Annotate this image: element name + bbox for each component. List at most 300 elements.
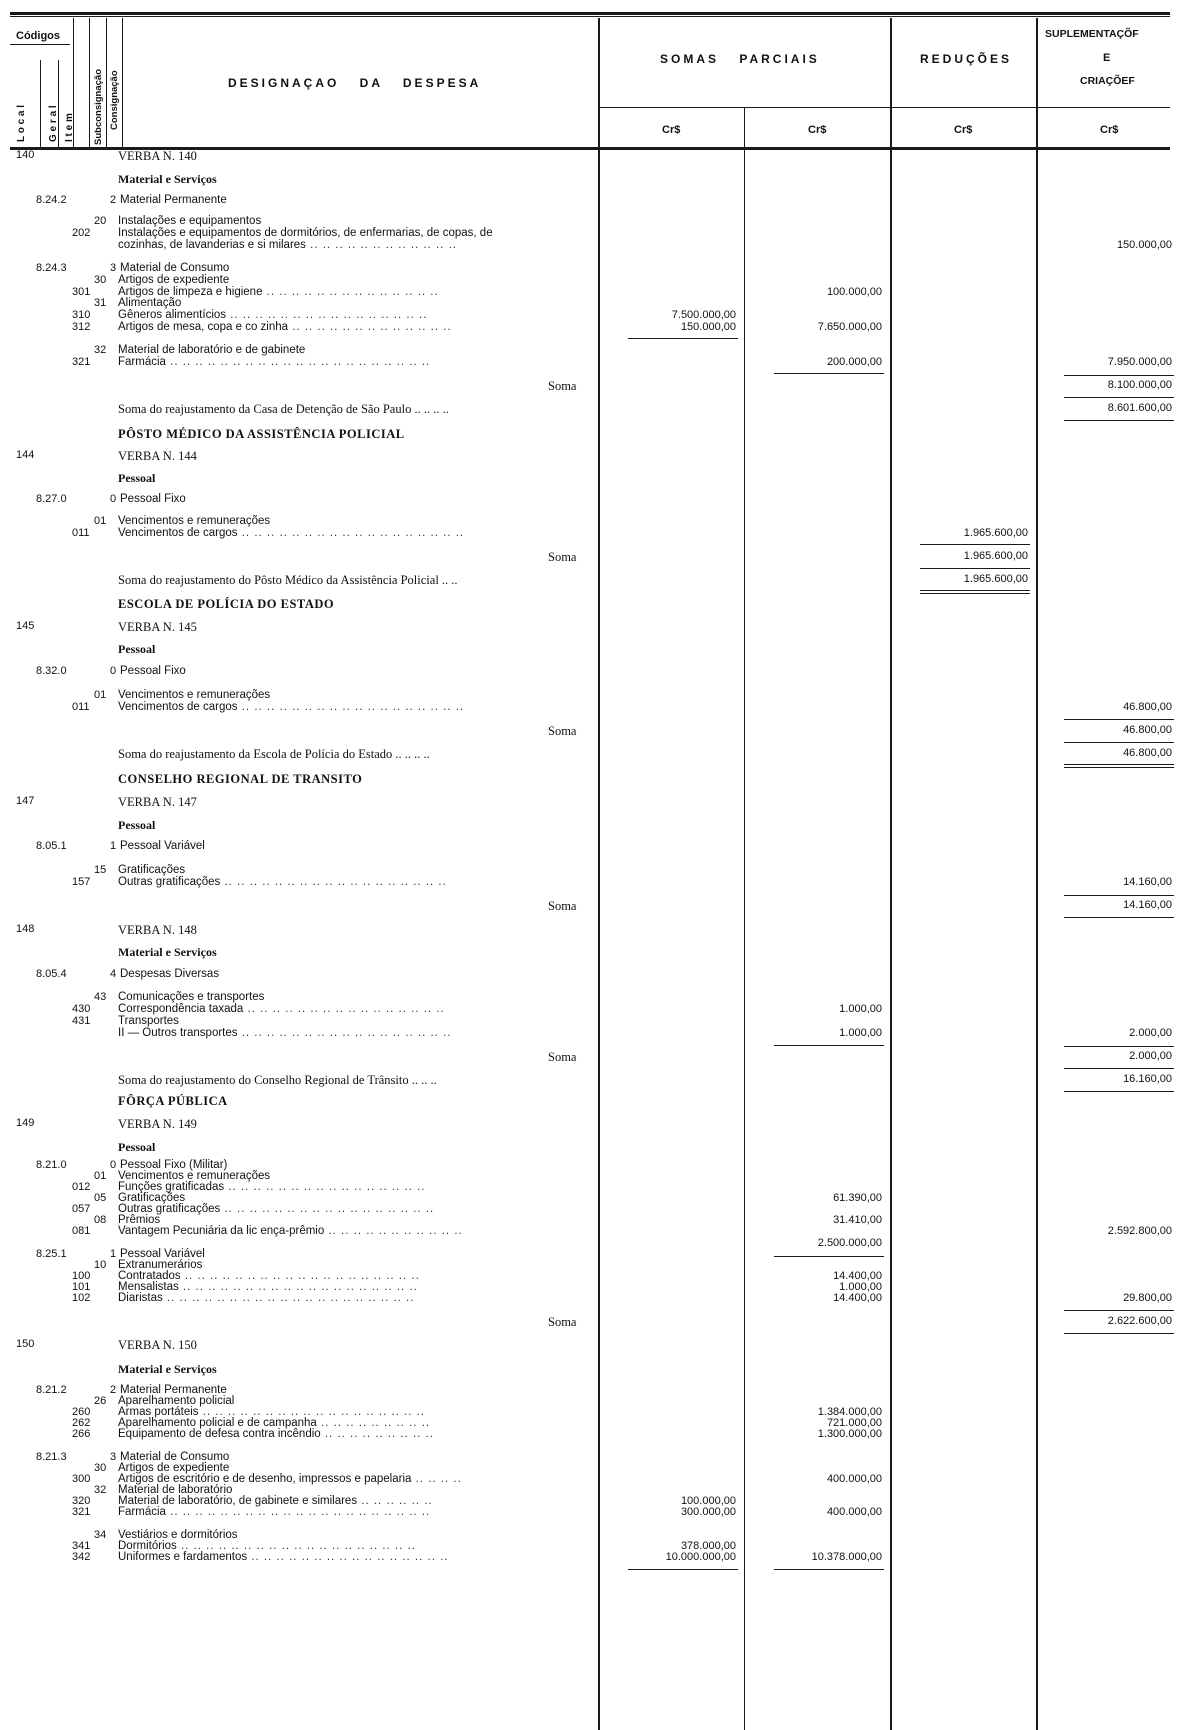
description-text: Pessoal Variável [120, 1248, 205, 1260]
leader-dots: .. .. .. .. [411, 1473, 462, 1485]
section-heading [118, 597, 334, 612]
local-code: 148 [16, 923, 35, 935]
subconsignacao-code: 05 [94, 1192, 107, 1204]
item-code: 4 [110, 968, 117, 980]
leader-dots: .. .. .. .. [411, 402, 449, 416]
consignacao-code: 310 [72, 309, 91, 321]
total-rule-sup [1064, 764, 1174, 765]
description-text: Soma do reajustamento do Conselho Regional de Trânsito [118, 1073, 409, 1087]
currency-somas-1: Cr$ [662, 124, 681, 136]
subconsignacao-code: 26 [94, 1395, 107, 1407]
total-rule-sup [1064, 719, 1174, 720]
leader-dots: .. .. .. .. .. .. .. .. .. .. .. .. .. .. .. .. .. .. [237, 701, 465, 713]
consignacao-code: 431 [72, 1015, 91, 1027]
group-heading [118, 471, 155, 486]
description-text: VERBA N. 150 [118, 1338, 197, 1352]
description-text: Vencimentos e remunerações [118, 1170, 271, 1182]
local-code: 145 [16, 620, 35, 632]
suplementacoes-header-2: E [1103, 52, 1111, 64]
description-text: Material e Serviços [118, 172, 217, 186]
line-description [120, 262, 229, 274]
group-heading [118, 642, 155, 657]
line-description [120, 665, 186, 677]
amount-sup: 14.160,00 [1123, 876, 1172, 888]
item-label: I t e m [64, 113, 75, 142]
amount-sp1: 7.500.000,00 [671, 309, 736, 321]
total-rule-sup [1064, 1333, 1174, 1334]
amount-sp2: 61.390,00 [833, 1192, 882, 1204]
leader-dots: .. .. .. .. .. .. .. .. .. .. .. .. .. .. .. .. .. .. [220, 876, 447, 888]
leader-dots: .. .. .. [408, 1073, 437, 1087]
description-text: Despesas Diversas [120, 968, 220, 980]
currency-somas-2: Cr$ [808, 124, 827, 136]
description-text: Armas portáteis [118, 1406, 199, 1418]
line-description [118, 689, 270, 701]
description-text: Artigos de expediente [118, 274, 230, 286]
subconsignacao-code: 34 [94, 1529, 107, 1541]
amount-sp2: 7.650.000,00 [817, 321, 882, 333]
amount-sup: 150.000,00 [1116, 239, 1172, 251]
consignacao-code: 321 [72, 1506, 91, 1518]
local-code: 150 [16, 1338, 35, 1350]
amount-sup: 8.100.000,00 [1107, 379, 1172, 391]
subconsignacao-code: 10 [94, 1259, 107, 1271]
reajustamento-total-label [118, 1073, 437, 1088]
amount-sup: 16.160,00 [1123, 1073, 1172, 1085]
amount-sup: 46.800,00 [1123, 724, 1172, 736]
description-text: Funções gratificadas [118, 1181, 225, 1193]
verba-heading [118, 149, 197, 164]
consignacao-code: 011 [72, 527, 90, 539]
description-text: Vestiários e dormitórios [118, 1529, 238, 1541]
leader-dots: .. .. .. .. .. .. .. .. .. [320, 1428, 434, 1440]
line-description [118, 227, 493, 239]
description-text: Pessoal [118, 818, 156, 832]
amount-sup: 46.800,00 [1123, 701, 1172, 713]
reajustamento-total-label [118, 402, 449, 417]
total-rule-red [920, 544, 1030, 545]
subconsignacao-code: 32 [94, 1484, 107, 1496]
consignacao-code: 301 [72, 286, 91, 298]
consignacao-code: 321 [72, 356, 91, 368]
subconsignacao-code: 32 [94, 344, 107, 356]
subconsignacao-code: 01 [94, 1170, 107, 1182]
description-text: Comunicações e transportes [118, 991, 265, 1003]
description-text: Soma do reajustamento da Escola de Polícia do Estado [118, 747, 393, 761]
line-description [118, 527, 464, 539]
leader-dots: .. .. .. .. .. .. .. .. .. [316, 1417, 431, 1429]
amount-sp2: 10.378.000,00 [811, 1551, 882, 1563]
top-rule-inner [10, 16, 1170, 17]
item-code: 0 [110, 665, 117, 677]
subconsignacao-code: 20 [94, 215, 107, 227]
amount-sp2: 100.000,00 [826, 286, 882, 298]
total-rule-sp1 [628, 1569, 738, 1570]
amount-sp1: 378.000,00 [680, 1540, 736, 1552]
group-heading [118, 818, 155, 833]
geral-code: 8.25.1 [36, 1248, 67, 1260]
hdr-vline-3 [106, 18, 107, 148]
consignacao-code: 057 [72, 1203, 91, 1215]
verba-heading [118, 1338, 197, 1353]
description-text: Transportes [118, 1015, 179, 1027]
currency-reducoes: Cr$ [954, 124, 973, 136]
reducoes-header: REDUÇÕES [920, 52, 1013, 66]
description-text: Pessoal [118, 471, 156, 485]
line-description [118, 356, 430, 368]
amount-sup: 14.160,00 [1123, 899, 1172, 911]
currency-suplementacoes: Cr$ [1100, 124, 1119, 136]
description-text: Vencimentos e remunerações [118, 515, 271, 527]
col-sep-suplementacoes [1036, 18, 1038, 1730]
description-text: Pessoal [118, 1140, 156, 1154]
description-text: Instalações e equipamentos [118, 215, 262, 227]
total-rule-sp1 [628, 338, 738, 339]
leader-dots: .. .. .. .. .. .. .. .. .. .. .. .. .. .. .. .. .. .. .. .. [162, 1292, 415, 1304]
amount-red: 1.965.600,00 [963, 550, 1028, 562]
geral-code: 8.24.3 [36, 262, 67, 274]
top-rule [10, 12, 1170, 15]
line-description [118, 321, 452, 333]
description-text: Mensalistas [118, 1281, 179, 1293]
subconsignacao-code: 43 [94, 991, 107, 1003]
total-rule-red [920, 593, 1030, 594]
line-description [118, 991, 264, 1003]
leader-dots: .. .. .. .. .. .. .. .. .. .. .. .. .. .. .. .. [226, 309, 428, 321]
item-code: 0 [110, 1159, 117, 1171]
soma-label: Soma [548, 899, 577, 913]
consignacao-code: 202 [72, 227, 91, 239]
description-text: Vantagem Pecuniária da lic ença-prêmio [118, 1225, 325, 1237]
amount-red: 1.965.600,00 [963, 573, 1028, 585]
leader-dots: .. .. .. .. .. .. .. .. .. .. .. .. .. .. [262, 286, 439, 298]
line-description [118, 297, 181, 309]
leader-dots: .. .. .. .. .. .. .. .. .. .. .. .. .. .. .. .. .. .. [198, 1406, 426, 1418]
consignacao-code: 157 [72, 876, 91, 888]
group-heading [118, 172, 217, 187]
section-heading [118, 427, 405, 442]
local-code: 147 [16, 795, 35, 807]
verba-heading [118, 795, 197, 810]
item-code: 3 [110, 262, 117, 274]
amount-sp1: 150.000,00 [680, 321, 736, 333]
description-text: CONSELHO REGIONAL DE TRANSITO [118, 772, 363, 786]
consignacao-label: Consignação [109, 70, 120, 130]
description-text: Alimentação [118, 297, 182, 309]
amount-sp2: 31.410,00 [833, 1214, 882, 1226]
subconsignacao-code: 15 [94, 864, 107, 876]
leader-dots: .. .. [438, 573, 458, 587]
description-text: Aparelhamento policial e de campanha [118, 1417, 317, 1429]
soma-label: Soma [548, 550, 577, 564]
item-code: 0 [110, 493, 117, 505]
amount-sup: 2.592.800,00 [1107, 1225, 1172, 1237]
leader-dots: .. .. .. .. .. .. .. .. .. .. .. .. .. .. .. .. .. [220, 1203, 435, 1215]
leader-dots: .. .. .. .. .. .. [357, 1495, 433, 1507]
description-text: Material de laboratório [118, 1484, 233, 1496]
description-text: Material e Serviços [118, 1362, 217, 1376]
consignacao-code: 100 [72, 1270, 91, 1282]
description-text: Farmácia [118, 1506, 166, 1518]
hdr-vline-4 [122, 18, 123, 148]
description-text: Material de laboratório e de gabinete [118, 344, 306, 356]
codigos-label: Códigos [16, 30, 60, 42]
local-code: 149 [16, 1117, 35, 1129]
line-description [118, 1225, 463, 1237]
geral-code: 8.27.0 [36, 493, 67, 505]
geral-code: 8.21.3 [36, 1451, 67, 1463]
description-text: Pessoal [118, 642, 156, 656]
description-text: Soma do reajustamento da Casa de Detenção de São Paulo [118, 402, 412, 416]
leader-dots: .. .. .. .. .. .. .. .. .. .. .. .. .. .. .. .. .. [237, 1027, 452, 1039]
geral-code: 8.21.2 [36, 1384, 67, 1396]
line-description [120, 194, 227, 206]
amount-sp2: 1.000,00 [839, 1027, 882, 1039]
line-description [118, 1003, 445, 1015]
line-description [118, 1027, 451, 1039]
total-rule-red [920, 590, 1030, 591]
description-text: Material e Serviços [118, 945, 217, 959]
line-description [118, 701, 464, 713]
line-description [118, 344, 305, 356]
total-rule-red [920, 568, 1030, 569]
amount-sp2: 400.000,00 [826, 1506, 882, 1518]
description-text: II — Outros transportes [118, 1027, 238, 1039]
total-rule-sp2 [774, 1569, 884, 1570]
total-rule-sup [1064, 1310, 1174, 1311]
hdr-vline-2 [89, 18, 90, 148]
amount-sp2: 1.000,00 [839, 1281, 882, 1293]
group-heading [118, 945, 217, 960]
consignacao-code: 312 [72, 321, 91, 333]
amount-red: 1.965.600,00 [963, 527, 1028, 539]
amount-sup: 2.000,00 [1129, 1027, 1172, 1039]
total-rule-sup [1064, 767, 1174, 768]
amount-sp2: 721.000,00 [826, 1417, 882, 1429]
description-text: Pessoal Fixo [120, 493, 186, 505]
line-description [120, 968, 219, 980]
subconsignacao-code: 01 [94, 689, 107, 701]
group-heading [118, 1140, 155, 1155]
line-description [120, 493, 186, 505]
amount-sp2: 400.000,00 [826, 1473, 882, 1485]
soma-label: Soma [548, 1315, 577, 1329]
description-text: Prêmios [118, 1214, 161, 1226]
description-text: VERBA N. 147 [118, 795, 197, 809]
verba-heading [118, 620, 197, 635]
soma-label: Soma [548, 1050, 577, 1064]
hdr-vline-5 [40, 60, 41, 148]
leader-dots: .. .. .. .. .. .. .. .. .. .. .. .. .. .. .. .. [247, 1551, 449, 1563]
description-text: Vencimentos de cargos [118, 527, 238, 539]
geral-code: 8.24.2 [36, 194, 67, 206]
amount-sp2: 2.500.000,00 [817, 1237, 882, 1249]
line-description [118, 1015, 179, 1027]
description-text: Vencimentos de cargos [118, 701, 238, 713]
description-text: FÔRÇA PÚBLICA [118, 1094, 228, 1108]
description-text: Material de laboratório, de gabinete e similares [118, 1495, 358, 1507]
consignacao-code: 101 [72, 1281, 91, 1293]
description-text: Artigos de mesa, copa e co zinha [118, 321, 289, 333]
item-code: 1 [110, 840, 117, 852]
designacao-header: DESIGNAÇAO DA DESPESA [228, 76, 482, 90]
group-heading [118, 1362, 217, 1377]
description-text: VERBA N. 145 [118, 620, 197, 634]
description-text: VERBA N. 140 [118, 149, 197, 163]
leader-dots: .. .. .. .. .. .. .. .. .. .. .. .. .. .. .. .. [224, 1181, 426, 1193]
total-rule-sup [1064, 397, 1174, 398]
description-text: Gêneros alimentícios [118, 309, 227, 321]
line-description [118, 876, 447, 888]
description-text: Pessoal Fixo (Militar) [120, 1159, 228, 1171]
description-text: Instalações e equipamentos de dormitórios, de enfermarias, de copas, de [118, 227, 493, 239]
verba-heading [118, 923, 197, 938]
amount-sup: 2.000,00 [1129, 1050, 1172, 1062]
description-text: Outras gratificações [118, 876, 221, 888]
consignacao-code: 342 [72, 1551, 91, 1563]
description-text: VERBA N. 148 [118, 923, 197, 937]
total-rule-sup [1064, 1046, 1174, 1047]
description-text: ESCOLA DE POLÍCIA DO ESTADO [118, 597, 335, 611]
col-sep-somas [598, 18, 600, 1730]
description-text: Material Permanente [120, 194, 227, 206]
line-description [120, 840, 205, 852]
geral-code: 8.05.1 [36, 840, 67, 852]
leader-dots: .. .. .. .. .. .. .. .. .. .. .. .. .. .. .. .. [243, 1003, 445, 1015]
description-text: PÔSTO MÉDICO DA ASSISTÊNCIA POLICIAL [118, 427, 405, 441]
total-rule-sup [1064, 742, 1174, 743]
item-code: 3 [110, 1451, 117, 1463]
reajustamento-total-label [118, 573, 458, 588]
header-currency-rule [598, 107, 1170, 108]
leader-dots: .. .. .. .. .. .. .. .. .. .. .. .. .. .. .. .. .. .. .. [176, 1540, 416, 1552]
consignacao-code: 012 [72, 1181, 91, 1193]
leader-dots: .. .. .. .. .. .. .. .. .. .. .. .. [305, 239, 457, 251]
total-rule-sp2 [774, 373, 884, 374]
leader-dots: .. .. .. .. .. .. .. .. .. .. .. .. .. .. .. .. .. .. .. .. .. [165, 356, 431, 368]
description-text: Equipamento de defesa contra incêndio [118, 1428, 321, 1440]
total-rule-sup [1064, 1068, 1174, 1069]
description-text: Gratificações [118, 864, 186, 876]
subconsignacao-label: Subconsignação [93, 68, 104, 145]
col-sep-reducoes [890, 18, 892, 1730]
description-text: Soma do reajustamento do Pôsto Médico da Assistência Policial [118, 573, 439, 587]
consignacao-code: 341 [72, 1540, 91, 1552]
leader-dots: .. .. .. .. .. .. .. .. .. .. .. .. .. .. .. .. .. .. .. [178, 1281, 418, 1293]
line-description [118, 1551, 449, 1563]
description-text: Outras gratificações [118, 1203, 221, 1215]
subconsignacao-code: 30 [94, 274, 107, 286]
description-text: Gratificações [118, 1192, 186, 1204]
leader-dots: .. .. .. .. .. .. .. .. .. .. .. .. .. .. .. .. .. .. [237, 527, 465, 539]
line-description [118, 239, 457, 251]
amount-sp2: 1.384.000,00 [817, 1406, 882, 1418]
leader-dots: .. .. .. .. [392, 747, 430, 761]
description-text: Farmácia [118, 356, 166, 368]
amount-sp2: 1.000,00 [839, 1003, 882, 1015]
codigos-rule [10, 44, 70, 45]
description-text: Diaristas [118, 1292, 163, 1304]
local-code: 144 [16, 449, 35, 461]
soma-label: Soma [548, 379, 577, 393]
line-description [118, 515, 270, 527]
description-text: Material de Consumo [120, 1451, 230, 1463]
amount-sp2: 14.400,00 [833, 1270, 882, 1282]
amount-sup: 8.601.600,00 [1107, 402, 1172, 414]
leader-dots: .. .. .. .. .. .. .. .. .. .. .. [324, 1225, 463, 1237]
description-text: Contratados [118, 1270, 181, 1282]
description-text: Material de Consumo [120, 262, 230, 274]
description-text: Aparelhamento policial [118, 1395, 235, 1407]
col-sep-somas-mid [744, 107, 745, 1730]
line-description [118, 274, 229, 286]
geral-label: G e r a l [48, 105, 59, 142]
suplementacoes-header-3: CRIAÇÕEF [1080, 75, 1135, 87]
verba-heading [118, 449, 197, 464]
line-description [118, 215, 261, 227]
total-rule-sup [1064, 420, 1174, 421]
total-rule-sp2 [774, 1256, 884, 1257]
line-description [118, 864, 185, 876]
description-text: Pessoal Variável [120, 840, 205, 852]
consignacao-code: 262 [72, 1417, 91, 1429]
amount-sup: 7.950.000,00 [1107, 356, 1172, 368]
amount-sp2: 14.400,00 [833, 1292, 882, 1304]
line-description [118, 309, 427, 321]
description-text: VERBA N. 144 [118, 449, 197, 463]
amount-sp1: 10.000.000,00 [665, 1551, 736, 1563]
consignacao-code: 260 [72, 1406, 91, 1418]
amount-sup: 46.800,00 [1123, 747, 1172, 759]
section-heading [118, 1094, 228, 1109]
description-text: Vencimentos e remunerações [118, 689, 271, 701]
amount-sup: 2.622.600,00 [1107, 1315, 1172, 1327]
somas-parciais-header: SOMAS PARCIAIS [660, 52, 820, 66]
total-rule-sup [1064, 917, 1174, 918]
description-text: Artigos de limpeza e higiene [118, 286, 263, 298]
suplementacoes-header-1: SUPLEMENTAÇÕF [1045, 28, 1139, 40]
consignacao-code: 102 [72, 1292, 91, 1304]
total-rule-sup [1064, 1091, 1174, 1092]
description-text: Artigos de escritório e de desenho, impressos e papelaria [118, 1473, 412, 1485]
geral-code: 8.05.4 [36, 968, 67, 980]
amount-sp1: 100.000,00 [680, 1495, 736, 1507]
total-rule-sup [1064, 895, 1174, 896]
amount-sup: 29.800,00 [1123, 1292, 1172, 1304]
verba-heading [118, 1117, 197, 1132]
local-label: L o c a l [16, 104, 27, 142]
total-rule-sup [1064, 375, 1174, 376]
consignacao-code: 266 [72, 1428, 91, 1440]
leader-dots: .. .. .. .. .. .. .. .. .. .. .. .. .. .. .. .. .. .. .. .. .. [165, 1506, 431, 1518]
description-text: Dormitórios [118, 1540, 177, 1552]
section-heading [118, 772, 362, 787]
subconsignacao-code: 30 [94, 1462, 107, 1474]
reajustamento-total-label [118, 747, 430, 762]
line-description [118, 1428, 434, 1440]
line-description [118, 1203, 434, 1215]
description-text: VERBA N. 149 [118, 1117, 197, 1131]
description-text: Artigos de expediente [118, 1462, 230, 1474]
line-description [118, 1506, 430, 1518]
line-description [118, 1292, 414, 1304]
geral-code: 8.21.0 [36, 1159, 67, 1171]
description-text: Correspondência taxada [118, 1003, 244, 1015]
item-code: 1 [110, 1248, 117, 1260]
amount-sp1: 300.000,00 [680, 1506, 736, 1518]
consignacao-code: 320 [72, 1495, 91, 1507]
amount-sp2: 200.000,00 [826, 356, 882, 368]
